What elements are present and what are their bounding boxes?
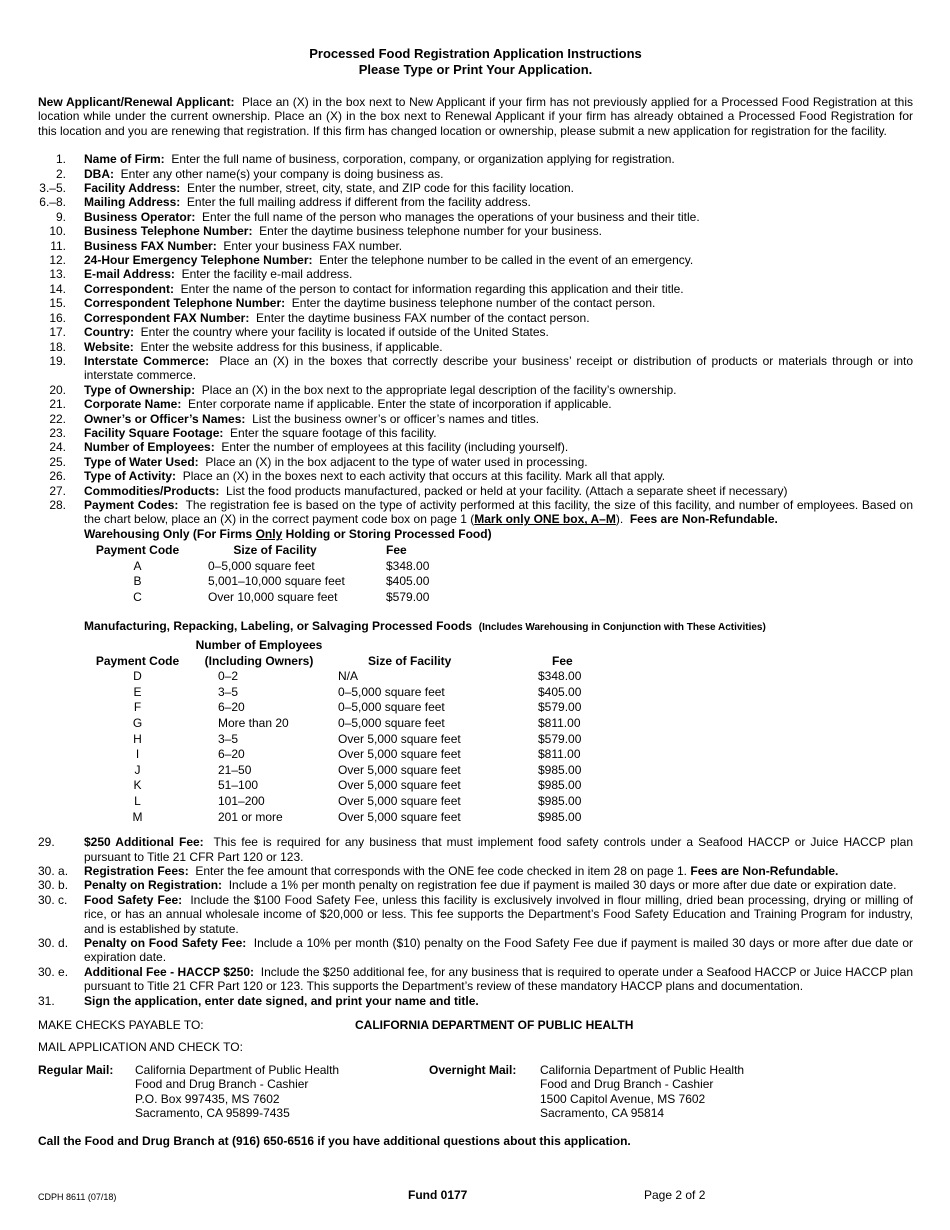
form-number: CDPH 8611 (07/18): [38, 1192, 117, 1202]
fee-cell: $985.00: [538, 793, 582, 808]
item-text: [84, 469, 913, 483]
item-label: Payment Codes:: [84, 497, 179, 512]
item-body: Enter the telephone number to be called in the event of an emergency.: [319, 253, 694, 268]
fee-cell: $811.00: [538, 747, 581, 762]
size-cell: 5,001–10,000 square feet: [208, 574, 345, 589]
regular-mail-label: Regular Mail:: [38, 1062, 114, 1077]
item-label: Correspondent FAX Number:: [84, 310, 250, 325]
item-text: [84, 878, 913, 892]
instruction-item: [38, 455, 913, 469]
item-body: Enter the full name of business, corporation, company, or organization applying for registration.: [171, 152, 675, 167]
item-body: List the business owner’s or officer’s names and titles.: [252, 411, 540, 426]
item-number: 30. a.: [38, 863, 69, 878]
item-number: 9.: [55, 209, 66, 224]
item-number: 23.: [49, 425, 66, 440]
size-cell: Over 5,000 square feet: [338, 809, 461, 824]
item-body: Enter the country where your facility is located if outside of the United States.: [140, 325, 549, 340]
instruction-item: [38, 152, 913, 166]
item-text: [84, 484, 913, 498]
overnight-mail-address: California Department of Public Health Food and Drug Branch - Cashier 1500 Capitol Avenue, MS 7602 Sacramento, CA 95814: [540, 1062, 745, 1120]
item-body: Enter the facility e-mail address.: [181, 267, 353, 282]
item-text: [84, 325, 913, 339]
fee-cell: $985.00: [538, 778, 582, 793]
fee-instruction-list: [38, 835, 913, 1008]
item-body: Enter the number of employees at this facility (including yourself).: [221, 440, 569, 455]
employees-cell: 21–50: [218, 762, 252, 777]
instruction-item: [38, 325, 913, 339]
instruction-list: [38, 152, 913, 498]
page-number: Page 2 of 2: [644, 1188, 706, 1202]
item-number: 30. c.: [38, 892, 68, 907]
item-text: [84, 267, 913, 281]
fee-cell: $579.00: [538, 731, 582, 746]
table-row: [95, 794, 612, 810]
payment-code-cell: C: [133, 589, 142, 604]
item-body: Enter the website address for this business, if applicable.: [140, 339, 443, 354]
item-number: 3.–5.: [39, 181, 66, 196]
item-label: Business Telephone Number:: [84, 224, 253, 239]
payment-code-cell: F: [133, 700, 142, 715]
fee-cell: $348.00: [386, 558, 430, 573]
item-label: Business Operator:: [84, 209, 196, 224]
table-row: [95, 685, 612, 701]
manufacturing-fee-table: [95, 638, 612, 825]
instruction-item: [38, 426, 913, 440]
size-cell: N/A: [338, 669, 359, 684]
item-label: DBA:: [84, 166, 114, 181]
mail-heading: MAIL APPLICATION AND CHECK TO:: [38, 1040, 243, 1055]
fee-cell: $579.00: [386, 589, 430, 604]
col-payment-code: Payment Code: [95, 543, 180, 558]
item-number: 29.: [38, 835, 55, 850]
size-cell: Over 5,000 square feet: [338, 762, 461, 777]
item-body: Enter the daytime business telephone number of the contact person.: [291, 296, 656, 311]
size-cell: Over 5,000 square feet: [338, 731, 461, 746]
item-close: ).: [615, 512, 624, 527]
item-label: Penalty on Registration:: [84, 878, 223, 893]
item-number: 11.: [50, 238, 66, 253]
size-cell: Over 10,000 square feet: [208, 589, 338, 604]
item-text: [84, 296, 913, 310]
fee-instruction-item: [38, 835, 913, 864]
intro-paragraph: [38, 95, 913, 138]
regular-mail-address: California Department of Public Health Food and Drug Branch - Cashier P.O. Box 997435, MS 7602 Sacramento, CA 95899-7435: [135, 1062, 340, 1120]
item-text: [84, 412, 913, 426]
item-number: 20.: [49, 382, 66, 397]
non-refundable-note: Fees are Non-Refundable.: [629, 512, 778, 527]
intro-label: New Applicant/Renewal Applicant:: [38, 95, 235, 109]
item-label: Type of Activity:: [84, 469, 177, 484]
item-number: 30. e.: [38, 964, 69, 979]
item-text: [84, 282, 913, 296]
payment-code-cell: L: [134, 793, 141, 808]
item-number: 12.: [49, 253, 66, 268]
item-body: Enter your business FAX number.: [223, 238, 403, 253]
item-label: Website:: [84, 339, 134, 354]
col-fee: Fee: [386, 543, 407, 558]
item-label: Commodities/Products:: [84, 483, 220, 498]
payable-label: MAKE CHECKS PAYABLE TO:: [38, 1017, 204, 1032]
intro-text: Place an (X) in the box next to New Applicant if your firm has not previously applied for a Processed Food Registration at this location while under the current ownership. Place an (X) in the box next to Renewal Applicant if your firm has already obtained a Processed Food Registration for this location and you are renewing that registration. If this firm has changed location or ownership, please submit a new application for registration for the facility.: [38, 95, 913, 138]
item-text: [84, 224, 913, 238]
fee-instruction-item: [38, 878, 913, 892]
instruction-item: [38, 354, 913, 383]
item-body: Enter the number, street, city, state, and ZIP code for this facility location.: [186, 181, 575, 196]
fee-cell: $348.00: [538, 669, 582, 684]
employees-cell: 6–20: [218, 747, 245, 762]
item-label: Name of Firm:: [84, 152, 165, 167]
instruction-item: [38, 253, 913, 267]
item-body: Enter the daytime business FAX number of the contact person.: [256, 310, 590, 325]
item-body: This fee is required for any business that must implement food safety controls under a Seafood HACCP or Juice HACCP plan pursuant to Title 21 CFR Part 120 or 123.: [84, 835, 913, 864]
payment-code-cell: A: [133, 558, 142, 573]
instruction-item: [38, 311, 913, 325]
item-text: [84, 864, 913, 878]
col-fee: Fee: [552, 653, 573, 668]
fee-instruction-item: [38, 893, 913, 936]
item-text: [84, 455, 913, 469]
item-number: 15.: [49, 296, 66, 311]
item-number: 27.: [49, 483, 66, 498]
item-text: [84, 311, 913, 325]
employees-cell: 201 or more: [218, 809, 283, 824]
item-body: Enter the name of the person to contact for information regarding this application and their title.: [180, 281, 684, 296]
item-number: 13.: [49, 267, 66, 282]
item-number: 21.: [49, 397, 66, 412]
item-body: Include the $250 additional fee, for any business that is required to operate under a Seafood HACCP or Juice HACCP plan pursuant to Title 21 CFR Part 120 or 123. This supports the Department’s review of these mandatory HACCP plans and documentation.: [84, 964, 913, 994]
item-number: 31.: [38, 993, 55, 1008]
item-text: [84, 893, 913, 936]
item-number: 14.: [49, 281, 66, 296]
item-body: Enter the daytime business telephone number for your business.: [259, 224, 603, 239]
item-number: 17.: [49, 325, 66, 340]
table-row: [95, 810, 612, 826]
item-28: [38, 498, 913, 541]
instruction-item: [38, 267, 913, 281]
item-body: Enter any other name(s) your company is doing business as.: [120, 166, 444, 181]
item-text: [84, 181, 913, 195]
payable-value: CALIFORNIA DEPARTMENT OF PUBLIC HEALTH: [355, 1017, 634, 1032]
item-label: $250 Additional Fee:: [84, 835, 204, 850]
instruction-item: [38, 469, 913, 483]
item-number: 10.: [49, 224, 66, 239]
item-text: [84, 195, 913, 209]
fee-instruction-item: [38, 936, 913, 965]
warehousing-heading: Warehousing Only (For Firms Only Holding or Storing Processed Food): [84, 526, 492, 541]
item-label: Additional Fee - HACCP $250:: [84, 964, 254, 979]
item-label: Corporate Name:: [84, 397, 182, 412]
table-row: [95, 732, 612, 748]
item-label: 24-Hour Emergency Telephone Number:: [84, 253, 313, 268]
item-body: Enter the full mailing address if different from the facility address.: [186, 195, 531, 210]
instruction-item: [38, 296, 913, 310]
mark-one-note: Mark only ONE box, A–M: [474, 512, 616, 527]
payment-code-cell: J: [134, 762, 141, 777]
item-number: 18.: [49, 339, 66, 354]
item-number: 30. b.: [38, 878, 69, 893]
item-number: 2.: [55, 166, 66, 181]
instruction-item: [38, 282, 913, 296]
instruction-item: [38, 484, 913, 498]
fee-cell: $405.00: [386, 574, 430, 589]
item-number: 26.: [49, 469, 66, 484]
item-label: Facility Square Footage:: [84, 425, 224, 440]
item-label: Sign the application, enter date signed, and print your name and title.: [84, 993, 479, 1008]
item-label: Number of Employees:: [84, 440, 215, 455]
item-body: Enter the fee amount that corresponds with the ONE fee code checked in item 28 on page 1.: [195, 863, 688, 878]
instruction-item: [38, 412, 913, 426]
item-label: Correspondent:: [84, 281, 174, 296]
fee-instruction-item: [38, 864, 913, 878]
item-text: [84, 383, 913, 397]
item-text: [84, 936, 913, 965]
instruction-item: [38, 239, 913, 253]
table-row: [95, 669, 612, 685]
instruction-item: [38, 383, 913, 397]
employees-cell: 0–2: [218, 669, 239, 684]
item-number: 25.: [49, 454, 66, 469]
warehousing-fee-table: [95, 543, 434, 605]
item-label: Interstate Commerce:: [84, 353, 210, 368]
item-number: 24.: [49, 440, 66, 455]
table-row: [95, 747, 612, 763]
item-text: [84, 835, 913, 864]
fee-cell: $811.00: [538, 715, 581, 730]
overnight-mail-label: Overnight Mail:: [429, 1062, 517, 1077]
employees-cell: 6–20: [218, 700, 245, 715]
fee-instruction-item: [38, 965, 913, 994]
instruction-item: [38, 224, 913, 238]
item-body: Place an (X) in the boxes that correctly describe your business’ receipt or distribution of products or materials through or into interstate commerce.: [84, 353, 914, 383]
item-number: 28.: [49, 497, 66, 512]
item-body: Include a 10% per month ($10) penalty on the Food Safety Fee due if payment is mailed 30 days or more after due date or expiration date.: [84, 935, 913, 965]
col-size: Size of Facility: [368, 653, 452, 668]
fee-cell: $579.00: [538, 700, 582, 715]
item-text: [84, 210, 913, 224]
item-text: [84, 152, 913, 166]
fee-cell: $985.00: [538, 762, 582, 777]
item-tail: Fees are Non-Refundable.: [690, 863, 839, 878]
item-label: Correspondent Telephone Number:: [84, 296, 286, 311]
item-number: 22.: [49, 411, 66, 426]
item-number: 30. d.: [38, 935, 69, 950]
item-body: Enter corporate name if applicable. Enter the state of incorporation if applicable.: [188, 397, 612, 412]
item-label: E-mail Address:: [84, 267, 175, 282]
item-label: Penalty on Food Safety Fee:: [84, 935, 247, 950]
item-number: 6.–8.: [39, 195, 66, 210]
table-row: [95, 700, 612, 716]
size-cell: 0–5,000 square feet: [338, 700, 445, 715]
employees-cell: 3–5: [218, 731, 239, 746]
item-body: Place an (X) in the box next to the appropriate legal description of the facility’s ownership.: [201, 382, 677, 397]
contact-note: Call the Food and Drug Branch at (916) 650-6516 if you have additional questions about this application.: [38, 1134, 631, 1149]
payment-code-cell: M: [132, 809, 143, 824]
instruction-item: [38, 167, 913, 181]
table-row: [95, 559, 434, 575]
employees-cell: 3–5: [218, 684, 239, 699]
size-cell: 0–5,000 square feet: [208, 558, 315, 573]
item-body: Include the $100 Food Safety Fee, unless this facility is exclusively involved in flour milling, dried bean processing, drying or milling of rice, or has an annual wholesale income of $20,000 or less. This fee supports the Department’s Food Safety Education and Training Program for industry, and is established by statute.: [84, 892, 913, 936]
table-row: [95, 716, 612, 732]
payment-code-cell: B: [133, 574, 142, 589]
size-cell: 0–5,000 square feet: [338, 715, 445, 730]
item-text: [84, 994, 913, 1008]
payment-code-cell: K: [133, 778, 142, 793]
table-row: [95, 574, 434, 590]
table-row: [95, 590, 434, 606]
item-body: Include a 1% per month penalty on registration fee due if payment is mailed 30 days or more after due date or expiration date.: [228, 878, 897, 893]
item-text: [84, 167, 913, 181]
instruction-item: [38, 340, 913, 354]
fee-cell: $405.00: [538, 684, 582, 699]
size-cell: Over 5,000 square feet: [338, 747, 461, 762]
table-row: [95, 763, 612, 779]
item-body: Enter the full name of the person who manages the operations of your business and their title.: [202, 209, 700, 224]
fee-cell: $985.00: [538, 809, 582, 824]
size-cell: Over 5,000 square feet: [338, 793, 461, 808]
item-label: Owner’s or Officer’s Names:: [84, 411, 246, 426]
item-label: Facility Address:: [84, 181, 181, 196]
payment-code-cell: H: [133, 731, 142, 746]
fee-instruction-item: [38, 994, 913, 1008]
item-text: [84, 498, 913, 541]
instruction-item: [38, 195, 913, 209]
table-row: [95, 778, 612, 794]
item-number: 1.: [55, 152, 66, 167]
manufacturing-heading: Manufacturing, Repacking, Labeling, or Salvaging Processed Foods (Includes Warehousing in Conjunction with These Activities): [84, 618, 766, 633]
col-payment-code: Payment Code: [95, 653, 180, 668]
item-text: [84, 965, 913, 994]
page-title: Processed Food Registration Application Instructions: [309, 46, 642, 61]
item-label: Business FAX Number:: [84, 238, 217, 253]
table-header-row: [95, 543, 434, 559]
employees-cell: More than 20: [218, 715, 289, 730]
item-label: Registration Fees:: [84, 863, 189, 878]
col-employees: Number of Employees (Including Owners): [195, 637, 323, 668]
item-label: Type of Ownership:: [84, 382, 196, 397]
item-text: [84, 239, 913, 253]
item-label: Food Safety Fee:: [84, 892, 183, 907]
instruction-item: [38, 210, 913, 224]
employees-cell: 101–200: [218, 793, 265, 808]
item-text: [84, 440, 913, 454]
item-text: [84, 397, 913, 411]
table-header-row: [95, 638, 612, 669]
item-body: Place an (X) in the boxes next to each activity that occurs at this facility. Mark all that apply.: [182, 469, 666, 484]
employees-cell: 51–100: [218, 778, 259, 793]
item-text: [84, 426, 913, 440]
item-body: Enter the square footage of this facility.: [230, 425, 437, 440]
instruction-item: [38, 440, 913, 454]
item-text: [84, 354, 913, 383]
col-size: Size of Facility: [233, 543, 317, 558]
item-body: Place an (X) in the box adjacent to the type of water used in processing.: [205, 454, 588, 469]
instructions-page: [38, 46, 913, 1149]
payment-code-cell: D: [133, 669, 142, 684]
payment-code-cell: I: [135, 747, 140, 762]
size-cell: 0–5,000 square feet: [338, 684, 445, 699]
mail-addresses: [38, 1063, 913, 1121]
item-text: [84, 253, 913, 267]
item-number: 19.: [49, 353, 66, 368]
fund-number: Fund 0177: [408, 1188, 468, 1202]
payable-line: [38, 1018, 913, 1032]
item-label: Country:: [84, 325, 134, 340]
payment-code-cell: G: [132, 715, 143, 730]
page-subtitle: Please Type or Print Your Application.: [358, 62, 593, 77]
size-cell: Over 5,000 square feet: [338, 778, 461, 793]
item-label: Type of Water Used:: [84, 454, 199, 469]
instruction-item: [38, 181, 913, 195]
item-text: [84, 340, 913, 354]
item-body: The registration fee is based on the type of activity performed at this facility, the size of this facility, and number of employees. Based on the chart below, place an (X) in the correct payment code box on page 1 (: [84, 497, 914, 527]
item-number: 16.: [49, 310, 66, 325]
item-label: Mailing Address:: [84, 195, 181, 210]
item-body: List the food products manufactured, packed or held at your facility. (Attach a separate sheet if necessary): [226, 483, 788, 498]
payment-code-cell: E: [133, 684, 142, 699]
instruction-item: [38, 397, 913, 411]
